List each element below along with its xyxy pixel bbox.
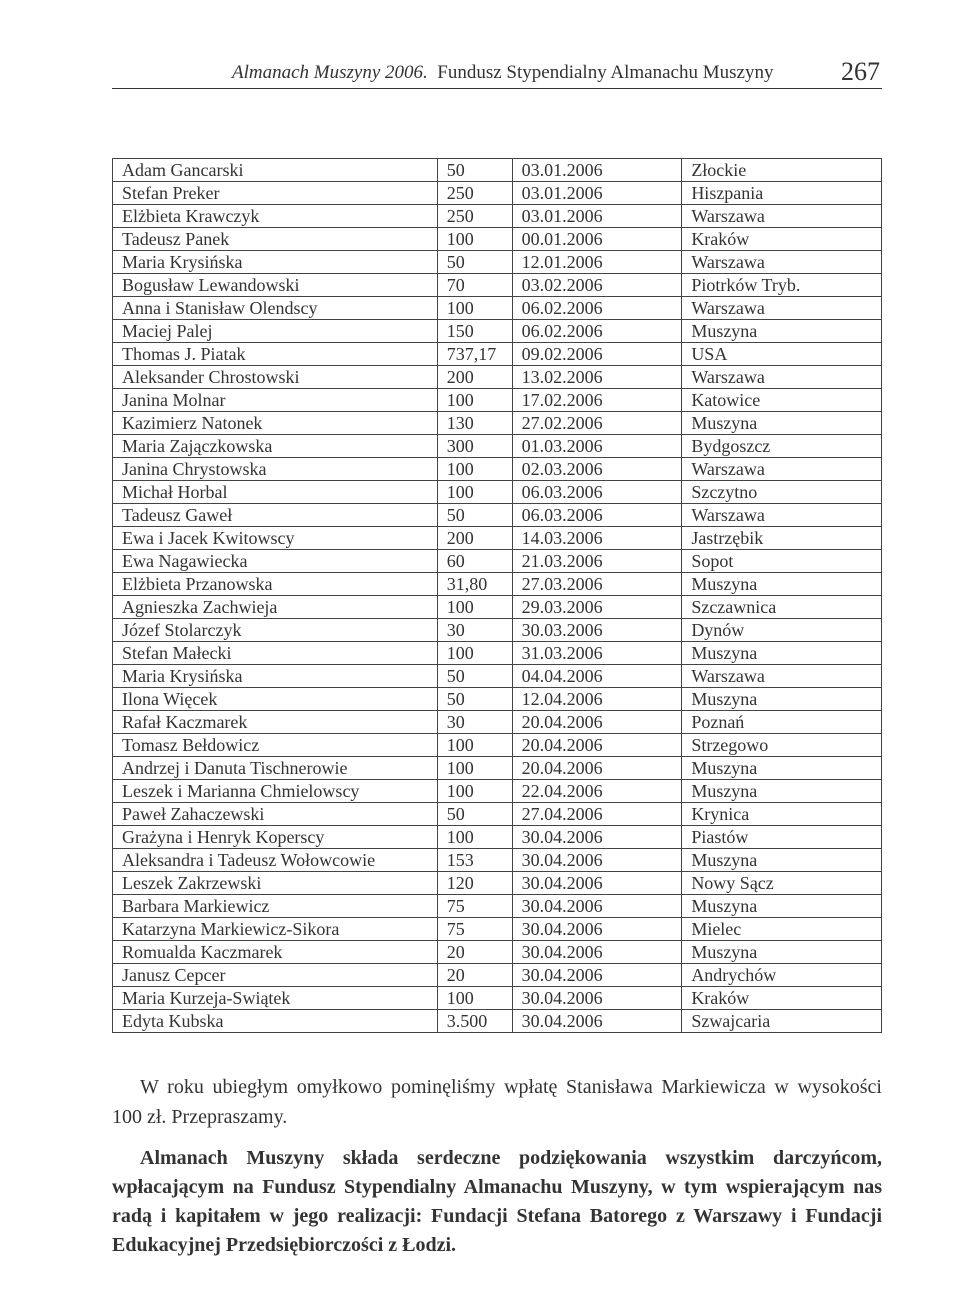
- place-cell: Krynica: [682, 803, 882, 826]
- table-row: [113, 458, 882, 481]
- date-cell: 30.04.2006: [512, 987, 682, 1010]
- date-cell: 27.03.2006: [512, 573, 682, 596]
- donor-name-cell: Tomasz Bełdowicz: [113, 734, 438, 757]
- place-cell: Mielec: [682, 918, 882, 941]
- donor-name-cell: Andrzej i Danuta Tischnerowie: [113, 757, 438, 780]
- date-cell: 03.02.2006: [512, 274, 682, 297]
- table-row: [113, 642, 882, 665]
- place-cell: Muszyna: [682, 780, 882, 803]
- donor-name-cell: Aleksandra i Tadeusz Wołowcowie: [113, 849, 438, 872]
- place-cell: Bydgoszcz: [682, 435, 882, 458]
- place-cell: Warszawa: [682, 366, 882, 389]
- amount-cell: 50: [437, 803, 512, 826]
- table-row: [113, 412, 882, 435]
- table-row: [113, 573, 882, 596]
- amount-cell: 60: [437, 550, 512, 573]
- table-row: [113, 550, 882, 573]
- donor-name-cell: Maciej Palej: [113, 320, 438, 343]
- date-cell: 06.02.2006: [512, 297, 682, 320]
- acknowledgement-paragraph: Almanach Muszyny składa serdeczne podziękowania wszystkim darczyńcom, wpłacającym na Fundusz Stypendialny Almanachu Muszyny, w tym wspierającym nas radą i kapitałem w jego realizacji: Fundacji Stefana Batorego z Warszawy i Fundacji Edukacyjnej Przedsiębiorczości z Łodzi.: [112, 1147, 882, 1256]
- donor-name-cell: Leszek i Marianna Chmielowscy: [113, 780, 438, 803]
- table-row: [113, 481, 882, 504]
- donor-name-cell: Józef Stolarczyk: [113, 619, 438, 642]
- date-cell: 12.04.2006: [512, 688, 682, 711]
- table-row: [113, 619, 882, 642]
- amount-cell: 300: [437, 435, 512, 458]
- amount-cell: 100: [437, 596, 512, 619]
- table-row: [113, 1010, 882, 1033]
- donor-name-cell: Anna i Stanisław Olendscy: [113, 297, 438, 320]
- header-title-italic: Almanach Muszyny 2006.: [232, 62, 428, 83]
- amount-cell: 50: [437, 159, 512, 182]
- date-cell: 03.01.2006: [512, 205, 682, 228]
- table-row: [113, 504, 882, 527]
- donor-name-cell: Stefan Preker: [113, 182, 438, 205]
- place-cell: Nowy Sącz: [682, 872, 882, 895]
- place-cell: Muszyna: [682, 941, 882, 964]
- donor-name-cell: Tadeusz Gaweł: [113, 504, 438, 527]
- donor-name-cell: Adam Gancarski: [113, 159, 438, 182]
- date-cell: 14.03.2006: [512, 527, 682, 550]
- table-row: [113, 251, 882, 274]
- date-cell: 22.04.2006: [512, 780, 682, 803]
- table-row: [113, 343, 882, 366]
- amount-cell: 153: [437, 849, 512, 872]
- donor-name-cell: Elżbieta Krawczyk: [113, 205, 438, 228]
- donor-name-cell: Ewa i Jacek Kwitowscy: [113, 527, 438, 550]
- table-row: [113, 389, 882, 412]
- table-row: [113, 780, 882, 803]
- place-cell: Warszawa: [682, 504, 882, 527]
- header-title-rest: Fundusz Stypendialny Almanachu Muszyny: [437, 62, 774, 83]
- table-row: [113, 803, 882, 826]
- amount-cell: 100: [437, 826, 512, 849]
- date-cell: 12.01.2006: [512, 251, 682, 274]
- table-row: [113, 688, 882, 711]
- running-header: [112, 56, 882, 89]
- place-cell: Hiszpania: [682, 182, 882, 205]
- table-row: [113, 159, 882, 182]
- table-row: [113, 366, 882, 389]
- place-cell: Warszawa: [682, 297, 882, 320]
- donor-name-cell: Elżbieta Przanowska: [113, 573, 438, 596]
- date-cell: 06.03.2006: [512, 481, 682, 504]
- date-cell: 30.04.2006: [512, 941, 682, 964]
- place-cell: Szczytno: [682, 481, 882, 504]
- amount-cell: 100: [437, 987, 512, 1010]
- donor-name-cell: Romualda Kaczmarek: [113, 941, 438, 964]
- date-cell: 06.03.2006: [512, 504, 682, 527]
- donor-name-cell: Tadeusz Panek: [113, 228, 438, 251]
- donor-name-cell: Paweł Zahaczewski: [113, 803, 438, 826]
- donor-name-cell: Bogusław Lewandowski: [113, 274, 438, 297]
- place-cell: USA: [682, 343, 882, 366]
- place-cell: Muszyna: [682, 757, 882, 780]
- table-row: [113, 964, 882, 987]
- date-cell: 02.03.2006: [512, 458, 682, 481]
- table-row: [113, 205, 882, 228]
- donor-name-cell: Edyta Kubska: [113, 1010, 438, 1033]
- donor-name-cell: Maria Kurzeja-Swiątek: [113, 987, 438, 1010]
- place-cell: Sopot: [682, 550, 882, 573]
- date-cell: 30.04.2006: [512, 872, 682, 895]
- place-cell: Strzegowo: [682, 734, 882, 757]
- donor-name-cell: Maria Krysińska: [113, 665, 438, 688]
- date-cell: 03.01.2006: [512, 159, 682, 182]
- place-cell: Szwajcaria: [682, 1010, 882, 1033]
- date-cell: 29.03.2006: [512, 596, 682, 619]
- amount-cell: 120: [437, 872, 512, 895]
- date-cell: 20.04.2006: [512, 734, 682, 757]
- amount-cell: 75: [437, 918, 512, 941]
- donor-name-cell: Katarzyna Markiewicz-Sikora: [113, 918, 438, 941]
- table-row: [113, 711, 882, 734]
- place-cell: Szczawnica: [682, 596, 882, 619]
- donor-name-cell: Maria Zajączkowska: [113, 435, 438, 458]
- amount-cell: 30: [437, 711, 512, 734]
- table-row: [113, 872, 882, 895]
- donor-name-cell: Kazimierz Natonek: [113, 412, 438, 435]
- page-number: 267: [841, 57, 880, 86]
- table-row: [113, 895, 882, 918]
- place-cell: Muszyna: [682, 895, 882, 918]
- donor-name-cell: Agnieszka Zachwieja: [113, 596, 438, 619]
- place-cell: Warszawa: [682, 665, 882, 688]
- date-cell: 27.02.2006: [512, 412, 682, 435]
- correction-note: W roku ubiegłym omyłkowo pominęliśmy wpłatę Stanisława Markiewicza w wysokości 100 zł. Przepraszamy.: [112, 1076, 882, 1128]
- place-cell: Kraków: [682, 987, 882, 1010]
- date-cell: 30.03.2006: [512, 619, 682, 642]
- donor-name-cell: Aleksander Chrostowski: [113, 366, 438, 389]
- donor-name-cell: Barbara Markiewicz: [113, 895, 438, 918]
- donor-name-cell: Ewa Nagawiecka: [113, 550, 438, 573]
- table-row: [113, 596, 882, 619]
- place-cell: Muszyna: [682, 412, 882, 435]
- place-cell: Warszawa: [682, 251, 882, 274]
- donor-name-cell: Grażyna i Henryk Koperscy: [113, 826, 438, 849]
- table-row: [113, 320, 882, 343]
- table-row: [113, 987, 882, 1010]
- place-cell: Jastrzębik: [682, 527, 882, 550]
- amount-cell: 70: [437, 274, 512, 297]
- place-cell: Dynów: [682, 619, 882, 642]
- table-row: [113, 849, 882, 872]
- place-cell: Piotrków Tryb.: [682, 274, 882, 297]
- date-cell: 30.04.2006: [512, 849, 682, 872]
- table-row: [113, 665, 882, 688]
- table-row: [113, 435, 882, 458]
- place-cell: Muszyna: [682, 320, 882, 343]
- donor-name-cell: Rafał Kaczmarek: [113, 711, 438, 734]
- donor-name-cell: Janina Chrystowska: [113, 458, 438, 481]
- date-cell: 06.02.2006: [512, 320, 682, 343]
- amount-cell: 200: [437, 366, 512, 389]
- amount-cell: 150: [437, 320, 512, 343]
- amount-cell: 31,80: [437, 573, 512, 596]
- table-row: [113, 941, 882, 964]
- table-row: [113, 826, 882, 849]
- amount-cell: 100: [437, 481, 512, 504]
- donor-name-cell: Ilona Więcek: [113, 688, 438, 711]
- amount-cell: 50: [437, 665, 512, 688]
- place-cell: Muszyna: [682, 849, 882, 872]
- date-cell: 00.01.2006: [512, 228, 682, 251]
- amount-cell: 100: [437, 458, 512, 481]
- donor-name-cell: Leszek Zakrzewski: [113, 872, 438, 895]
- amount-cell: 130: [437, 412, 512, 435]
- date-cell: 30.04.2006: [512, 1010, 682, 1033]
- amount-cell: 50: [437, 688, 512, 711]
- amount-cell: 20: [437, 941, 512, 964]
- place-cell: Muszyna: [682, 688, 882, 711]
- date-cell: 04.04.2006: [512, 665, 682, 688]
- amount-cell: 100: [437, 389, 512, 412]
- date-cell: 30.04.2006: [512, 895, 682, 918]
- place-cell: Piastów: [682, 826, 882, 849]
- donor-name-cell: Michał Horbal: [113, 481, 438, 504]
- place-cell: Warszawa: [682, 205, 882, 228]
- header-title: [232, 62, 773, 84]
- donor-name-cell: Maria Krysińska: [113, 251, 438, 274]
- amount-cell: 100: [437, 734, 512, 757]
- amount-cell: 100: [437, 297, 512, 320]
- table-row: [113, 757, 882, 780]
- amount-cell: 100: [437, 228, 512, 251]
- table-row: [113, 182, 882, 205]
- amount-cell: 250: [437, 205, 512, 228]
- date-cell: 30.04.2006: [512, 826, 682, 849]
- table-row: [113, 734, 882, 757]
- place-cell: Andrychów: [682, 964, 882, 987]
- date-cell: 21.03.2006: [512, 550, 682, 573]
- donor-name-cell: Stefan Małecki: [113, 642, 438, 665]
- amount-cell: 50: [437, 251, 512, 274]
- date-cell: 13.02.2006: [512, 366, 682, 389]
- donor-name-cell: Janusz Cepcer: [113, 964, 438, 987]
- amount-cell: 30: [437, 619, 512, 642]
- amount-cell: 100: [437, 642, 512, 665]
- amount-cell: 100: [437, 757, 512, 780]
- date-cell: 31.03.2006: [512, 642, 682, 665]
- place-cell: Kraków: [682, 228, 882, 251]
- amount-cell: 20: [437, 964, 512, 987]
- amount-cell: 100: [437, 780, 512, 803]
- table-row: [113, 297, 882, 320]
- amount-cell: 737,17: [437, 343, 512, 366]
- donor-name-cell: Thomas J. Piatak: [113, 343, 438, 366]
- table-row: [113, 918, 882, 941]
- table-row: [113, 527, 882, 550]
- amount-cell: 75: [437, 895, 512, 918]
- date-cell: 09.02.2006: [512, 343, 682, 366]
- date-cell: 03.01.2006: [512, 182, 682, 205]
- donations-table: [112, 158, 882, 1033]
- place-cell: Poznań: [682, 711, 882, 734]
- amount-cell: 200: [437, 527, 512, 550]
- place-cell: Muszyna: [682, 642, 882, 665]
- date-cell: 30.04.2006: [512, 918, 682, 941]
- place-cell: Warszawa: [682, 458, 882, 481]
- date-cell: 17.02.2006: [512, 389, 682, 412]
- place-cell: Katowice: [682, 389, 882, 412]
- date-cell: 20.04.2006: [512, 757, 682, 780]
- amount-cell: 50: [437, 504, 512, 527]
- date-cell: 01.03.2006: [512, 435, 682, 458]
- donations-table-body: [113, 159, 882, 1033]
- table-row: [113, 228, 882, 251]
- date-cell: 30.04.2006: [512, 964, 682, 987]
- date-cell: 27.04.2006: [512, 803, 682, 826]
- table-row: [113, 274, 882, 297]
- donor-name-cell: Janina Molnar: [113, 389, 438, 412]
- place-cell: Muszyna: [682, 573, 882, 596]
- place-cell: Złockie: [682, 159, 882, 182]
- amount-cell: 250: [437, 182, 512, 205]
- amount-cell: 3.500: [437, 1010, 512, 1033]
- date-cell: 20.04.2006: [512, 711, 682, 734]
